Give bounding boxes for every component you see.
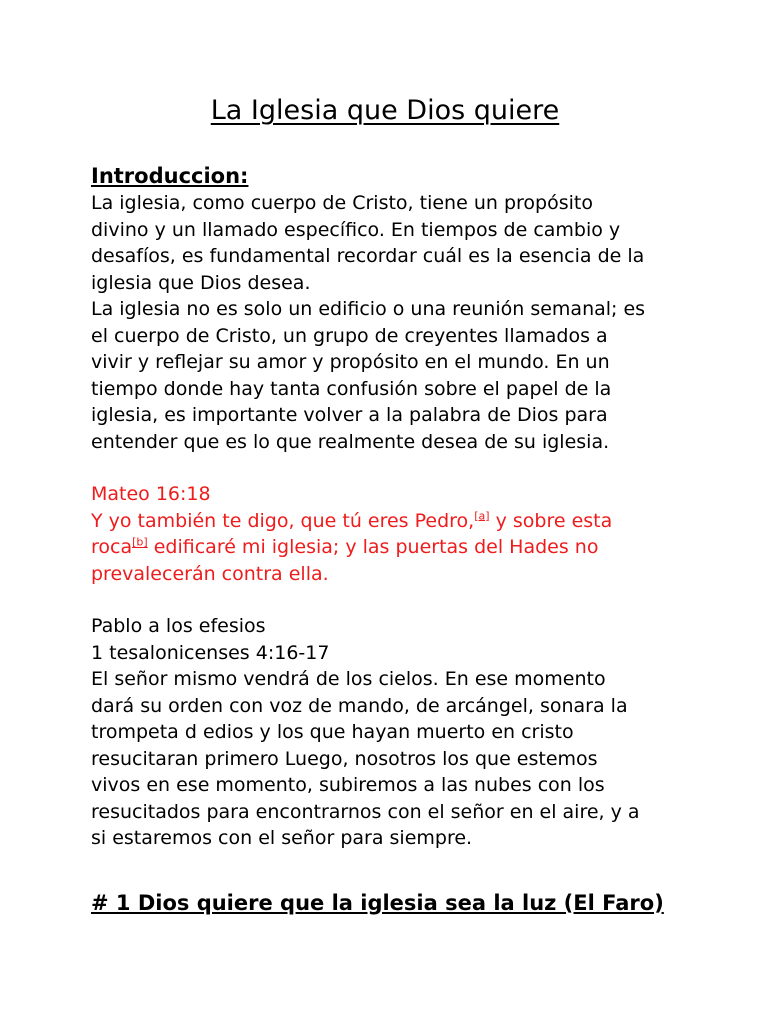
verse-text — [91, 508, 691, 588]
scripture-paraphrase: El señor mismo vendrá de los cielos. En ese momento dará su orden con voz de mando, de arcángel, sonara la trompeta d edios y los que hayan muerto en cristo resucitaran primero Luego, nosotros los que estemos vivos en ese momento, subiremos a las nubes con los resucitados para encontrarnos con el señor en el aire, y a si estaremos con el señor para siempre. — [91, 668, 640, 849]
epistle-line: Pablo a los efesios — [91, 615, 266, 637]
verse-reference: Mateo 16:18 — [91, 483, 211, 505]
verse-text-part: roca — [91, 536, 133, 558]
intro-heading: Introduccion: — [91, 164, 249, 188]
intro-paragraph-2: La iglesia no es solo un edificio o una reunión semanal; es el cuerpo de Cristo, un grupo de creyentes llamados a vivir y reflejar su amor y propósito en el mundo. En un tiempo donde hay tanta confusión sobre el papel de la iglesia, es importante volver a la palabra de Dios para entender que es lo que realmente desea de su iglesia. — [91, 298, 646, 453]
verse-block — [91, 481, 691, 587]
footnote-b-link[interactable]: [b] — [132, 535, 148, 549]
verse-text-part: y sobre esta — [489, 509, 613, 532]
section-1-heading: # 1 Dios quiere que la iglesia sea la luz (El Faro) — [91, 890, 664, 915]
verse-text-part: prevalecerán contra ella. — [91, 562, 329, 585]
document-page — [91, 93, 691, 918]
spacer — [91, 587, 691, 613]
footnote-a-link[interactable]: [a] — [474, 509, 490, 523]
verse-text-part: edificaré mi iglesia; y las puertas del Hades no — [147, 536, 599, 558]
intro-paragraph-1: La iglesia, como cuerpo de Cristo, tiene un propósito divino y un llamado específico. En tiempos de cambio y desafíos, es fundamental recordar cuál es la esencia de la iglesia que Dios desea. — [91, 192, 645, 294]
verse-text-part: Y yo también te digo, que tú eres Pedro, — [91, 509, 475, 532]
spacer — [91, 455, 691, 481]
document-title: La Iglesia que Dios quiere — [210, 95, 560, 126]
scripture-reference: 1 tesalonicenses 4:16-17 — [91, 641, 330, 664]
